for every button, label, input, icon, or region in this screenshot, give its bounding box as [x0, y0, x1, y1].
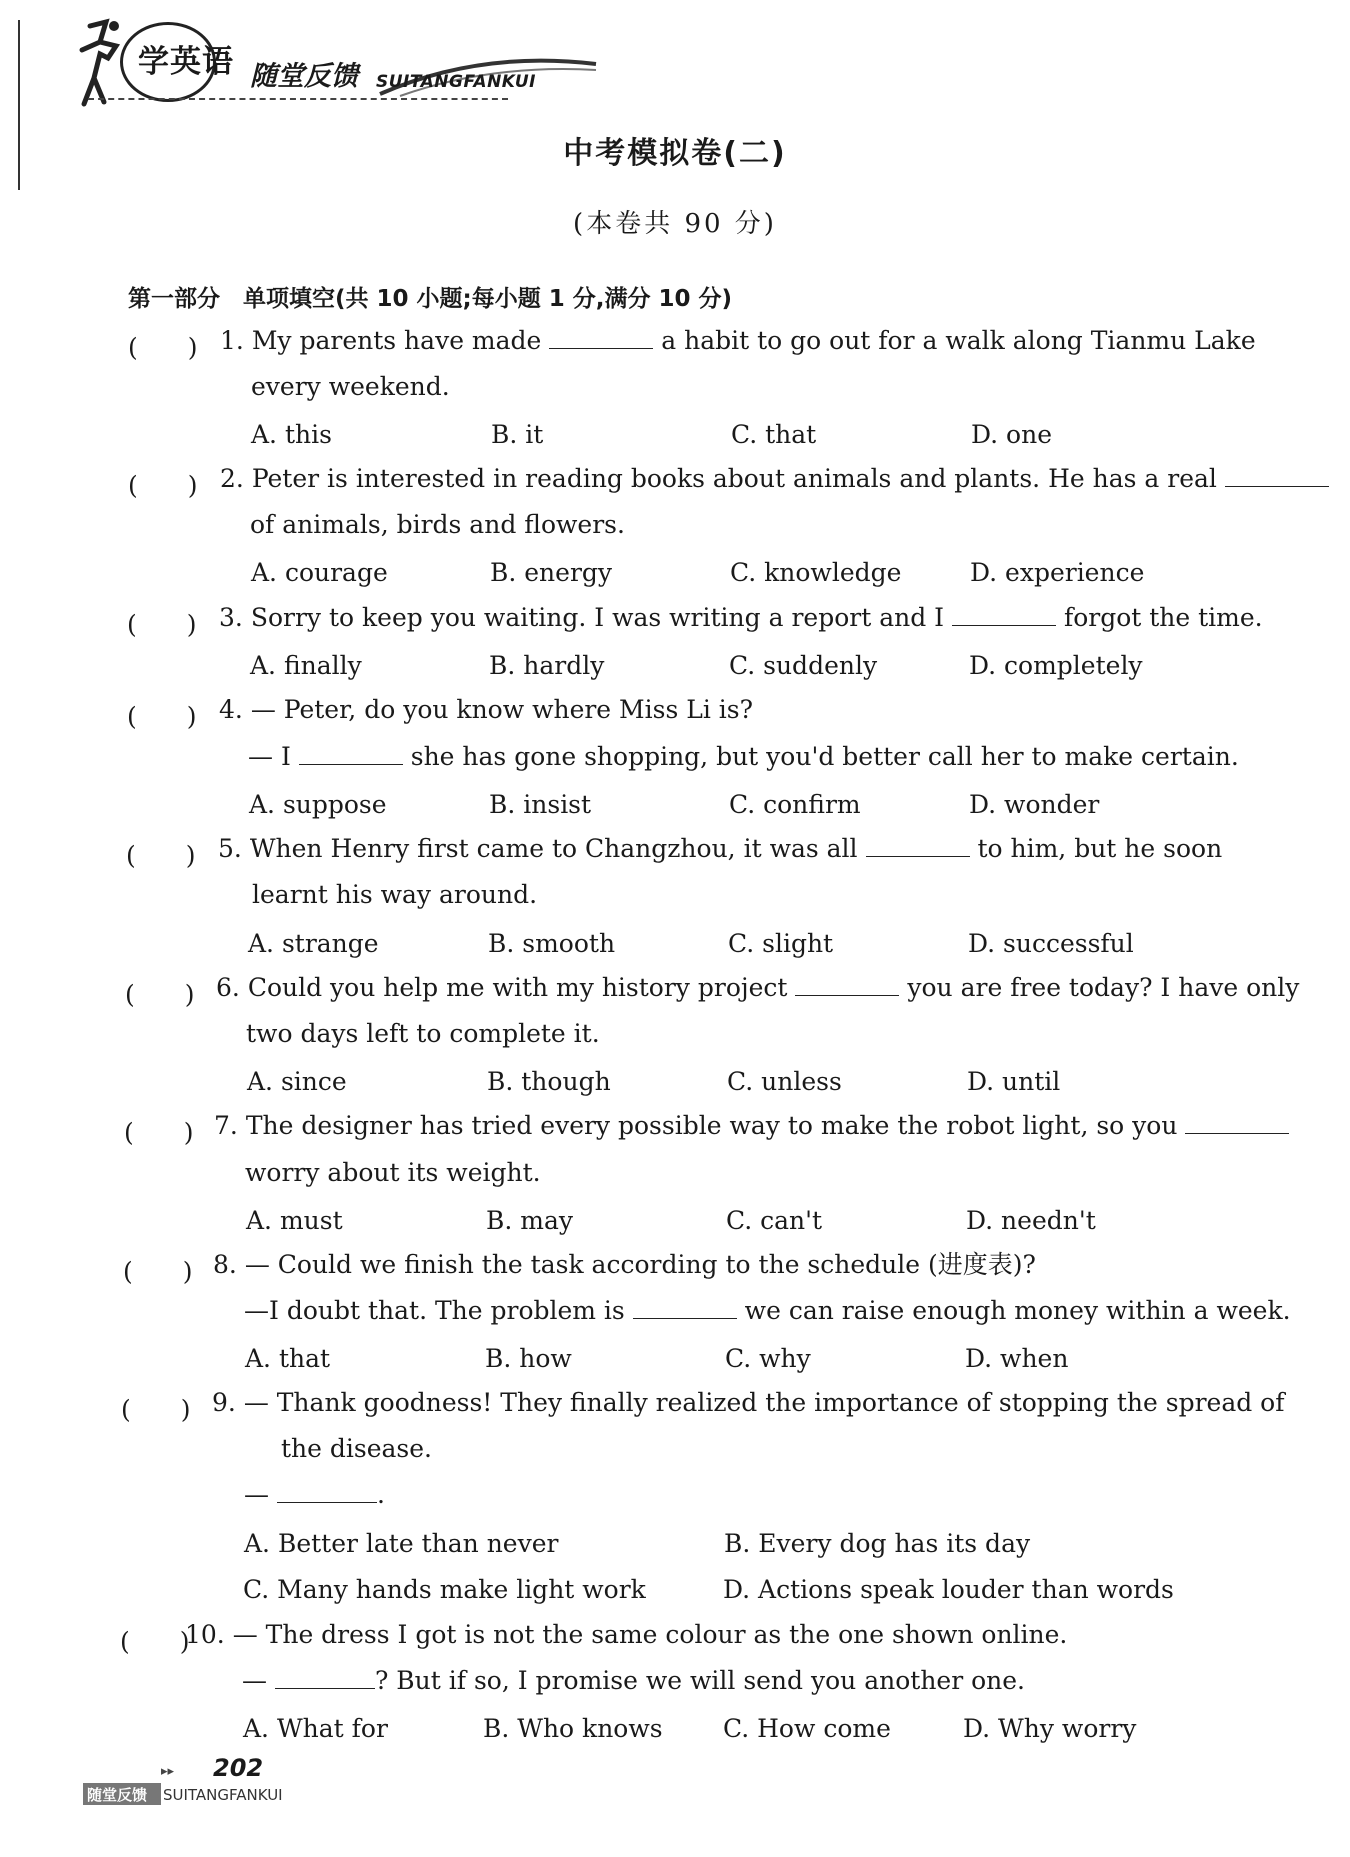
footer-label-en: SUITANGFANKUI: [163, 1786, 283, 1804]
question-number: 6.: [216, 973, 240, 1002]
answer-paren[interactable]: ( ): [125, 980, 195, 1009]
answer-paren[interactable]: ( ): [128, 471, 198, 500]
question-text: —I doubt that. The problem is we can raise enough money within a week.: [244, 1296, 1291, 1325]
question-text: 7. The designer has tried every possible way to make the robot light, so you: [214, 1113, 1289, 1138]
blank[interactable]: [549, 328, 653, 349]
blank[interactable]: [299, 744, 403, 765]
option-d[interactable]: D. completely: [969, 651, 1143, 680]
page-subtitle: (本卷共 90 分): [573, 209, 777, 239]
question-number: 4.: [219, 695, 243, 724]
option-a[interactable]: A. since: [247, 1067, 347, 1096]
section-heading: 第一部分 单项填空(共 10 小题;每小题 1 分,满分 10 分): [128, 286, 733, 312]
question-text: every weekend.: [251, 372, 450, 401]
option-d[interactable]: D. Actions speak louder than words: [723, 1575, 1174, 1604]
question-text: 9. — Thank goodness! They finally realized the importance of stopping the spread of: [212, 1388, 1285, 1417]
question-text: the disease.: [281, 1434, 432, 1463]
question-text: 8. — Could we finish the task according to the schedule (进度表)?: [213, 1250, 1036, 1279]
option-a[interactable]: A. What for: [243, 1714, 388, 1743]
question-text: 2. Peter is interested in reading books about animals and plants. He has a real: [220, 466, 1329, 491]
question-number: 1.: [220, 326, 244, 355]
option-a[interactable]: A. strange: [248, 929, 379, 958]
option-d[interactable]: D. experience: [970, 558, 1145, 587]
question-text: — I she has gone shopping, but you'd better call her to make certain.: [248, 742, 1239, 771]
question-number: 7.: [214, 1111, 238, 1140]
answer-paren[interactable]: ( ): [127, 702, 197, 731]
option-b[interactable]: B. hardly: [489, 651, 605, 680]
option-d[interactable]: D. one: [971, 420, 1052, 449]
question-text: 5. When Henry first came to Changzhou, it was all to him, but he soon: [218, 834, 1223, 863]
option-b[interactable]: B. energy: [490, 558, 613, 587]
option-c[interactable]: C. that: [731, 420, 817, 449]
option-d[interactable]: D. until: [967, 1067, 1061, 1096]
page-number: 202: [213, 1754, 264, 1782]
question-text: two days left to complete it.: [246, 1019, 600, 1048]
option-c[interactable]: C. unless: [727, 1067, 842, 1096]
option-c[interactable]: C. How come: [723, 1714, 891, 1743]
answer-paren[interactable]: ( ): [120, 1627, 190, 1656]
question-number: 10.: [185, 1620, 225, 1649]
logo-text-cn-sub: 随堂反馈: [250, 61, 358, 92]
option-d[interactable]: D. wonder: [969, 790, 1100, 819]
footer-label-cn: 随堂反馈: [87, 1786, 148, 1804]
answer-paren[interactable]: ( ): [124, 1118, 194, 1147]
footer-arrows-icon: ▸▸: [161, 1764, 175, 1779]
question-number: 3.: [219, 603, 243, 632]
option-d[interactable]: D. when: [965, 1344, 1069, 1373]
blank[interactable]: [795, 975, 899, 996]
question-number: 5.: [218, 834, 242, 863]
option-d[interactable]: D. Why worry: [963, 1714, 1137, 1743]
option-a[interactable]: A. Better late than never: [244, 1529, 559, 1558]
logo-text-cn: 学英语: [138, 44, 234, 80]
blank[interactable]: [866, 836, 970, 857]
blank[interactable]: [277, 1482, 377, 1503]
answer-paren[interactable]: ( ): [128, 333, 198, 362]
question-text: 1. My parents have made a habit to go out for a walk along Tianmu Lake: [220, 326, 1256, 355]
option-c[interactable]: C. confirm: [729, 790, 861, 819]
option-a[interactable]: A. courage: [251, 558, 388, 587]
option-c[interactable]: C. can't: [726, 1206, 823, 1235]
answer-paren[interactable]: ( ): [123, 1257, 193, 1286]
option-b[interactable]: B. it: [491, 420, 544, 449]
logo-dashed-line: [88, 98, 508, 100]
option-b[interactable]: B. smooth: [488, 929, 616, 958]
question-number: 2.: [220, 464, 244, 493]
blank[interactable]: [275, 1668, 375, 1689]
page-title: 中考模拟卷(二): [563, 136, 787, 171]
question-text: 4. — Peter, do you know where Miss Li is?: [219, 695, 754, 724]
question-text: 6. Could you help me with my history project you are free today? I have only: [216, 973, 1300, 1002]
blank[interactable]: [952, 605, 1056, 626]
question-text: — ? But if so, I promise we will send you another one.: [242, 1666, 1026, 1695]
blank[interactable]: [633, 1298, 737, 1319]
blank[interactable]: [1225, 466, 1329, 487]
option-d[interactable]: D. successful: [968, 929, 1134, 958]
header-logo: [70, 12, 540, 107]
question-text: worry about its weight.: [245, 1158, 541, 1187]
question-text: 3. Sorry to keep you waiting. I was writing a report and I forgot the time.: [219, 603, 1263, 632]
question-number: 8.: [213, 1250, 237, 1279]
question-text: 10. — The dress I got is not the same colour as the one shown online.: [185, 1620, 1068, 1649]
answer-paren[interactable]: ( ): [126, 841, 196, 870]
answer-paren[interactable]: ( ): [127, 610, 197, 639]
option-b[interactable]: B. how: [485, 1344, 572, 1373]
option-b[interactable]: B. insist: [489, 790, 592, 819]
option-a[interactable]: A. finally: [250, 651, 362, 680]
option-a[interactable]: A. suppose: [249, 790, 387, 819]
option-a[interactable]: A. must: [246, 1206, 343, 1235]
option-b[interactable]: B. Every dog has its day: [724, 1529, 1031, 1558]
question-text: — .: [244, 1480, 385, 1509]
option-b[interactable]: B. may: [486, 1206, 573, 1235]
option-c[interactable]: C. slight: [728, 929, 834, 958]
answer-paren[interactable]: ( ): [121, 1395, 191, 1424]
question-text: learnt his way around.: [252, 880, 538, 909]
option-d[interactable]: D. needn't: [966, 1206, 1096, 1235]
option-c[interactable]: C. why: [725, 1344, 811, 1373]
option-a[interactable]: A. that: [245, 1344, 331, 1373]
option-c[interactable]: C. knowledge: [730, 558, 902, 587]
blank[interactable]: [1185, 1113, 1289, 1134]
option-c[interactable]: C. Many hands make light work: [243, 1575, 646, 1604]
option-c[interactable]: C. suddenly: [729, 651, 878, 680]
question-text: of animals, birds and flowers.: [250, 510, 625, 539]
question-number: 9.: [212, 1388, 236, 1417]
option-a[interactable]: A. this: [251, 420, 332, 449]
option-b[interactable]: B. Who knows: [483, 1714, 663, 1743]
logo-text-en: SUITANGFANKUI: [376, 72, 536, 92]
option-b[interactable]: B. though: [487, 1067, 611, 1096]
